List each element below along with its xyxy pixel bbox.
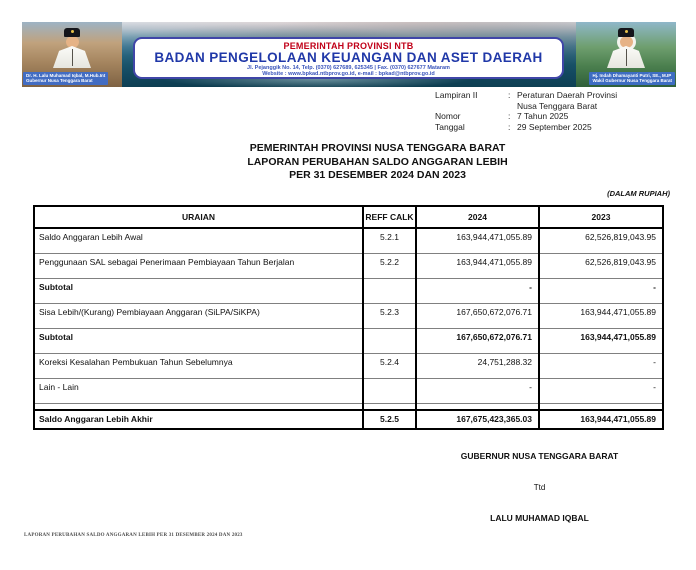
letterhead-banner xyxy=(22,22,676,87)
peci-emblem-icon xyxy=(625,30,628,33)
cell-reff-calk xyxy=(363,378,416,403)
table-row xyxy=(34,303,663,328)
signature-block xyxy=(437,451,642,523)
header-uraian: URAIAN xyxy=(34,206,363,228)
cell-reff-calk: 5.2.4 xyxy=(363,353,416,378)
vice-governor-name: Hj. Indah Dhamayanti Putri, SE., M.IP xyxy=(592,72,672,78)
table-row xyxy=(34,278,663,303)
nomor-value: 7 Tahun 2025 xyxy=(517,111,569,121)
table-header-row xyxy=(34,206,663,228)
cell-2024: 167,650,672,076.71 xyxy=(416,328,539,353)
header-2024: 2024 xyxy=(416,206,539,228)
cell-reff-calk: 5.2.3 xyxy=(363,303,416,328)
cell-2024: 167,675,423,365.03 xyxy=(416,410,539,429)
cell-2024: 24,751,288.32 xyxy=(416,353,539,378)
table-row xyxy=(34,378,663,403)
nomor-colon: : xyxy=(508,111,511,121)
signatory-name: LALU MUHAMAD IQBAL xyxy=(490,513,589,523)
agency-title-box xyxy=(133,37,564,79)
cell-uraian: Penggunaan SAL sebagai Penerimaan Pembiayaan Tahun Berjalan xyxy=(34,253,363,278)
table-row xyxy=(34,328,663,353)
cell-2023: 163,944,471,055.89 xyxy=(539,328,663,353)
cell-2023: 163,944,471,055.89 xyxy=(539,410,663,429)
peci-hat-icon xyxy=(618,28,634,37)
table-spacer-row xyxy=(34,403,663,410)
table-row xyxy=(34,253,663,278)
province-name: PEMERINTAH PROVINSI NTB xyxy=(283,41,414,51)
agency-website: Website : www.bpkad.ntbprov.go.id, e-mail : bpkad@ntbprov.go.id xyxy=(262,71,435,77)
title-line-2: LAPORAN PERUBAHAN SALDO ANGGARAN LEBIH xyxy=(247,155,508,168)
table-row xyxy=(34,228,663,253)
agency-name: BADAN PENGELOLAAN KEUANGAN DAN ASET DAERAH xyxy=(154,50,543,65)
cell-2023: 62,526,819,043.95 xyxy=(539,228,663,253)
cell-uraian: Saldo Anggaran Lebih Akhir xyxy=(34,410,363,429)
nomor-label: Nomor xyxy=(435,111,461,121)
cell-uraian: Subtotal xyxy=(34,278,363,303)
page-footer: LAPORAN PERUBAHAN SALDO ANGGARAN LEBIH PER 31 DESEMBER 2024 DAN 2023 xyxy=(24,533,243,538)
cell-reff-calk: 5.2.5 xyxy=(363,410,416,429)
cell-uraian: Lain - Lain xyxy=(34,378,363,403)
sal-table-body xyxy=(34,228,663,429)
page-title xyxy=(220,142,535,183)
tanggal-colon: : xyxy=(508,121,511,132)
cell-uraian: Sisa Lebih/(Kurang) Pembiayaan Anggaran (SiLPA/SiKPA) xyxy=(34,303,363,328)
signatory-office: GUBERNUR NUSA TENGGARA BARAT xyxy=(460,451,619,461)
currency-note: (DALAM RUPIAH) xyxy=(607,189,670,198)
tanggal-value: 29 September 2025 xyxy=(517,121,592,132)
cell-uraian xyxy=(34,403,363,410)
cell-2024: - xyxy=(416,378,539,403)
tanggal-label: Tanggal xyxy=(435,121,465,132)
cell-reff-calk: 5.2.1 xyxy=(363,228,416,253)
lampiran-row xyxy=(435,111,617,122)
lampiran-row xyxy=(435,122,617,133)
lampiran-row xyxy=(435,90,617,111)
governor-figure xyxy=(50,28,94,68)
cell-2024: 167,650,672,076.71 xyxy=(416,303,539,328)
vice-governor-title: Wakil Gubernur Nusa Tenggara Barat xyxy=(592,78,672,84)
header-reff-calk: REFF CALK xyxy=(363,206,416,228)
cell-2023: 163,944,471,055.89 xyxy=(539,303,663,328)
title-line-1: PEMERINTAH PROVINSI NUSA TENGGARA BARAT xyxy=(249,142,506,154)
cell-2023 xyxy=(539,403,663,410)
cell-2023: 62,526,819,043.95 xyxy=(539,253,663,278)
lampiran-colon: : xyxy=(508,90,511,100)
lampiran-value-line2: Nusa Tenggara Barat xyxy=(517,100,598,111)
governor-name: Dr. H. Lalu Muhamad Iqbal, M.Hub.Int xyxy=(26,72,106,78)
agency-address: Jl. Pejanggik No. 14, Telp. (0370) 627689, 625345 | Fax. (0370) 627677 Mataram xyxy=(247,65,450,71)
lampiran-value-line1: Peraturan Daerah Provinsi xyxy=(517,90,618,100)
cell-reff-calk xyxy=(363,328,416,353)
peci-hat-icon xyxy=(64,28,80,37)
cell-uraian: Subtotal xyxy=(34,328,363,353)
lampiran-label: Lampiran II xyxy=(435,90,478,100)
lampiran-value xyxy=(517,90,617,111)
vice-governor-caption xyxy=(589,72,675,85)
cell-reff-calk xyxy=(363,278,416,303)
table-row xyxy=(34,410,663,429)
lampiran-block xyxy=(435,90,617,132)
table-row xyxy=(34,353,663,378)
cell-uraian: Saldo Anggaran Lebih Awal xyxy=(34,228,363,253)
cell-2023: - xyxy=(539,378,663,403)
governor-uniform xyxy=(53,46,91,68)
signed-marker: Ttd xyxy=(533,483,546,492)
cell-uraian: Koreksi Kesalahan Pembukuan Tahun Sebelumnya xyxy=(34,353,363,378)
cell-reff-calk xyxy=(363,403,416,410)
header-2023: 2023 xyxy=(539,206,663,228)
cell-2024: - xyxy=(416,278,539,303)
cell-reff-calk: 5.2.2 xyxy=(363,253,416,278)
peci-emblem-icon xyxy=(71,30,74,33)
cell-2023: - xyxy=(539,353,663,378)
vice-governor-figure xyxy=(604,28,648,68)
cell-2024: 163,944,471,055.89 xyxy=(416,253,539,278)
cell-2024: 163,944,471,055.89 xyxy=(416,228,539,253)
governor-caption xyxy=(23,72,108,85)
governor-title: Gubernur Nusa Tenggara Barat xyxy=(26,78,93,84)
sal-report-table xyxy=(33,205,664,430)
title-line-3: PER 31 DESEMBER 2024 DAN 2023 xyxy=(289,169,466,181)
cell-2024 xyxy=(416,403,539,410)
cell-2023: - xyxy=(539,278,663,303)
vice-governor-uniform xyxy=(607,46,645,68)
